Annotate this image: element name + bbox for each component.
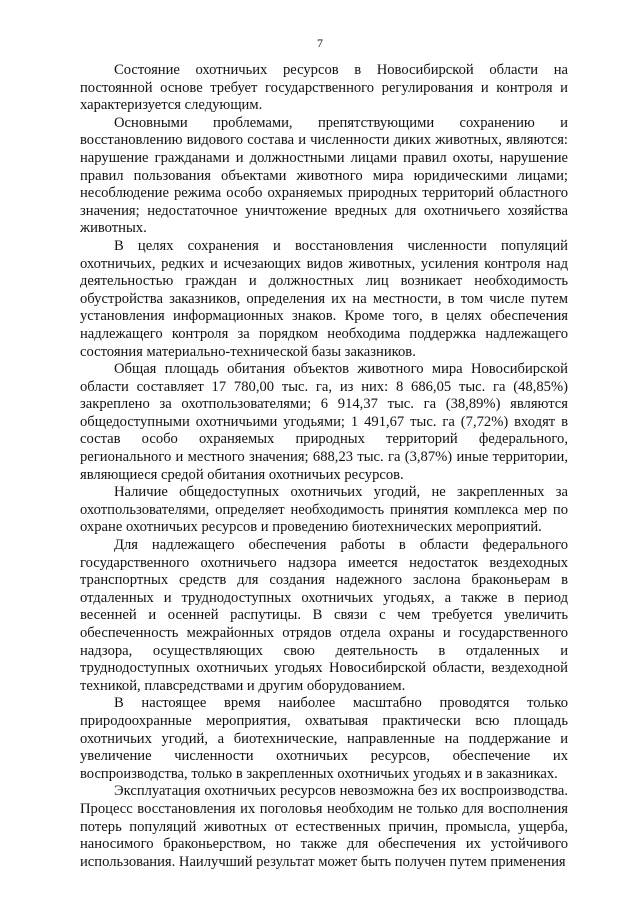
- paragraph: Наличие общедоступных охотничьих угодий, не закрепленных за охотпользователями, определяет необходимость принятия комплекса мер по охране охотничьих ресурсов и проведению биотехнических мероприятий.: [80, 484, 568, 536]
- document-body: [80, 62, 568, 871]
- page-number: 7: [317, 36, 323, 50]
- paragraph: Для надлежащего обеспечения работы в области федерального государственного охотничьего надзора имеется недостаток вездеходных транспортных средств для создания надежного заслона браконьерам в отдаленных и труднодоступных охотничьих угодьях, а также в период весенней и осенней распутицы. В связи с чем требуется увеличить обеспеченность межрайонных отрядов отдела охраны и государственного надзора, осуществляющих свою деятельность в отдаленных и труднодоступных охотничьих угодьях Новосибирской области, вездеходной техникой, плавсредствами и другим оборудованием.: [80, 537, 568, 694]
- paragraph: Состояние охотничьих ресурсов в Новосибирской области на постоянной основе требует государственного регулирования и контроля и характеризуется следующим.: [80, 62, 568, 114]
- paragraph: Эксплуатация охотничьих ресурсов невозможна без их воспроизводства. Процесс восстановления их поголовья необходим не только для восполнения потерь популяций животных от естественных причин, промысла, ущерба, наносимого браконьерством, но также для обеспечения их устойчивого использования. Наилучший результат может быть получен путем применения: [80, 783, 568, 870]
- paragraph: Основными проблемами, препятствующими сохранению и восстановлению видового состава и численности диких животных, являются: нарушение гражданами и должностными лицами правил охоты, нарушение правил пользования объектами животного мира юридическими лицами; несоблюдение режима особо охраняемых природных территорий областного значения; недостаточное уничтожение вредных для охотничьего хозяйства животных.: [80, 114, 568, 237]
- paragraph: В настоящее время наиболее масштабно проводятся только природоохранные мероприятия, охватывая практически всю площадь охотничьих угодий, а биотехнические, направленные на поддержание и увеличение численности охотничьих ресурсов, обеспечение их воспроизводства, только в закрепленных охотничьих угодьях и в заказниках.: [80, 695, 568, 782]
- paragraph: В целях сохранения и восстановления численности популяций охотничьих, редких и исчезающих видов животных, усиления контроля над деятельностью граждан и должностных лиц возникает необходимость обустройства заказников, определения их на местности, в том числе путем установления информационных знаков. Кроме того, в целях обеспечения надлежащего контроля за порядком необходима поддержка надлежащего состояния материально-технической базы заказников.: [80, 237, 568, 360]
- paragraph: Общая площадь обитания объектов животного мира Новосибирской области составляет 17 780,00 тыс. га, из них: 8 686,05 тыс. га (48,85%) закреплено за охотпользователями; 6 914,37 тыс. га (38,89%) являются общедоступными охотничьими угодьями; 1 491,67 тыс. га (7,72%) входят в состав особо охраняемых природных территорий федерального, регионального и местного значения; 688,23 тыс. га (3,87%) иные территории, являющиеся средой обитания охотничьих ресурсов.: [80, 361, 568, 483]
